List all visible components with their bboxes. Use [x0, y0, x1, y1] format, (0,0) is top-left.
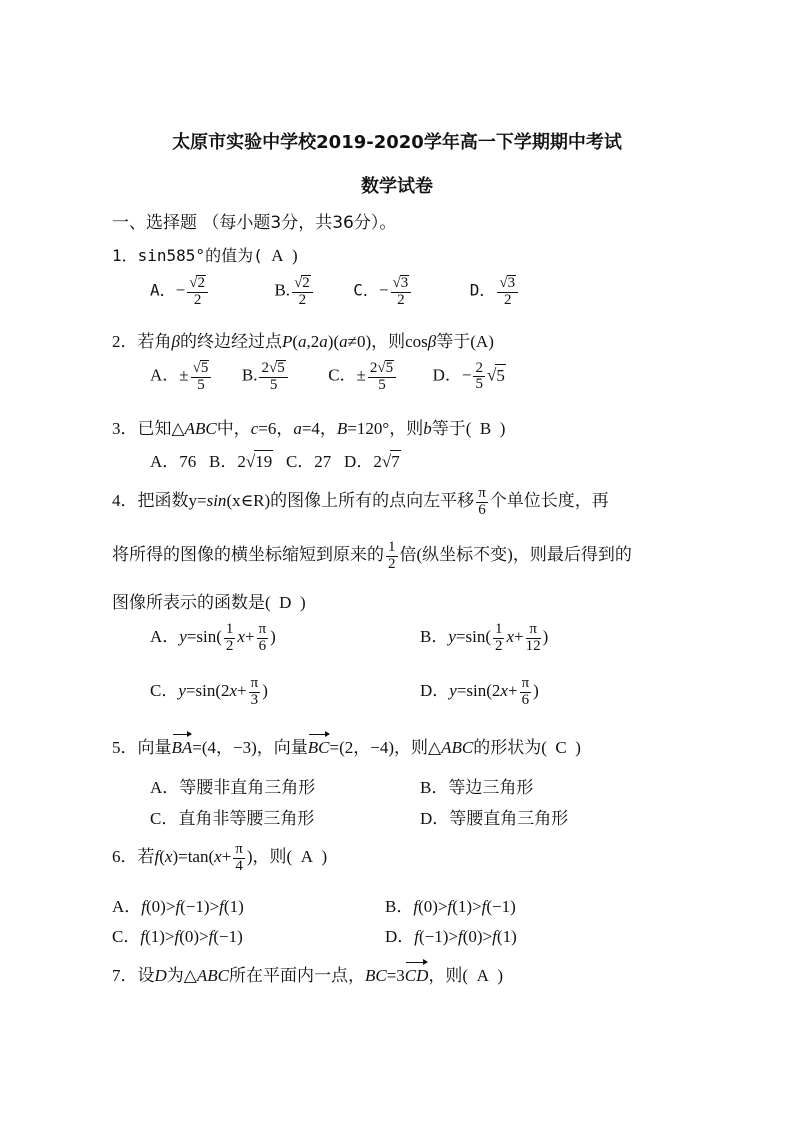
question-6-option-c: C．f(1)>f(0)>f(−1): [112, 927, 243, 946]
question-5-option-c: C．直角非等腰三角形: [150, 809, 315, 828]
question-6-option-d: D．f(−1)>f(0)>f(1): [385, 927, 517, 946]
question-1-options: A．− $\frac{√2}{2}$ B. $\frac{√2}{2}$ C．− $\frac{√3}{2}$ D． $\frac{√3}{2}$: [150, 275, 520, 325]
question-3: 3．已知△ABC中，c=6，a=4，B=120°，则b等于( B ): [112, 419, 506, 438]
question-7: 7．设D为△ABC所在平面内一点，BC=3CD，则( A ): [112, 966, 504, 985]
question-4-option-c: C．y=sin(2x+ $\frac{\pi}{3}$ ): [150, 675, 268, 708]
question-6-option-b: B．f(0)>f(1)>f(−1): [385, 897, 516, 916]
question-4-option-a: A．y=sin( $\frac{1}{2}$ x+ $\frac{\pi}{6}$ ): [150, 621, 276, 654]
question-4-line-3: 图像所表示的函数是( D ): [112, 593, 306, 612]
question-4-line-1: 4．把函数y=sin(x∈R)的图像上所有的点向左平移 $\frac{\pi}{6}$ 个单位长度，再: [112, 485, 609, 518]
question-3-options: A．76 B．2√19 C．27 D．2√7: [150, 452, 400, 471]
question-6-option-a: A．f(0)>f(−1)>f(1): [112, 897, 244, 916]
page-subtitle: 数学试卷: [361, 176, 433, 197]
question-4-option-b: B．y=sin( $\frac{1}{2}$ x+ $\frac{\pi}{12}$ ): [420, 621, 549, 654]
page-title: 太原市实验中学校2019-2020学年高一下学期期中考试: [172, 132, 622, 153]
question-4-line-2: 将所得的图像的横坐标缩短到原来的 $\frac{1}{2}$ 倍(纵坐标不变)，则最后得到的: [112, 539, 632, 572]
question-5-option-b: B．等边三角形: [420, 778, 534, 797]
question-5-option-a: A．等腰非直角三角形: [150, 778, 316, 797]
question-6: 6．若f(x)=tan(x+ $\frac{\pi}{4}$ )，则( A ): [112, 841, 328, 874]
question-1: 1．sin585°的值为( A ): [112, 246, 298, 265]
question-4-option-d: D．y=sin(2x+ $\frac{\pi}{6}$ ): [420, 675, 539, 708]
question-5-option-d: D．等腰直角三角形: [420, 809, 569, 828]
question-2-options: A．± $\frac{√5}{5}$ B. $\frac{2√5}{5}$ C．± $\frac{2√5}{5}$ D．− $\frac{2}{5}$ √5: [150, 359, 505, 393]
question-5: 5．向量BA=(4，−3)，向量BC=(2，−4)，则△ABC的形状为( C ): [112, 738, 581, 757]
question-2: 2．若角β的终边经过点P(a,2a)(a≠0)，则cosβ等于(A): [112, 332, 494, 351]
section-heading: 一、选择题 （每小题3分，共36分）。: [112, 213, 397, 233]
